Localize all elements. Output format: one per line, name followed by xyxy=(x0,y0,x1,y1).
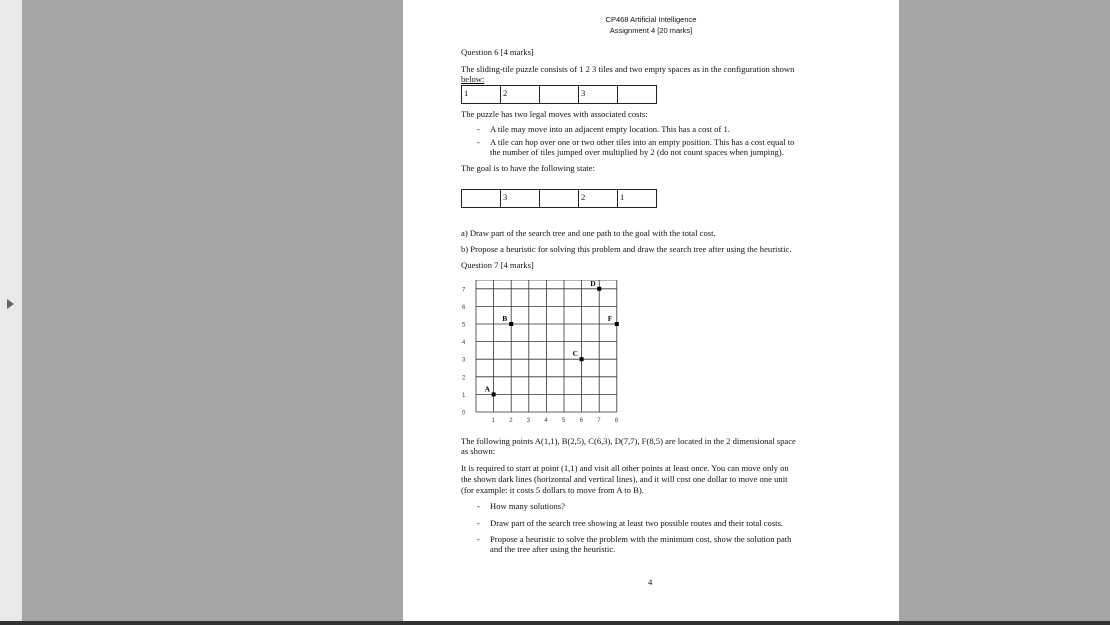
tile-cell: 1 xyxy=(617,189,657,208)
q6-title: Question 6 [4 marks] xyxy=(461,47,534,57)
y-tick-label: 0 xyxy=(462,410,466,417)
x-tick-label: 6 xyxy=(579,418,583,424)
q7-bullet3-line1: Propose a heuristic to solve the problem with the minimum cost, show the solution path xyxy=(490,534,792,544)
y-tick-label: 7 xyxy=(462,287,466,294)
q7-text1-line2: as shown: xyxy=(461,446,496,456)
q7-text2-line2: the shown dark lines (horizontal and vertical lines), and it will cost one dollar to move one unit xyxy=(461,474,788,484)
y-tick-label: 1 xyxy=(462,392,466,399)
tile-cell: 1 xyxy=(461,85,501,104)
point-marker xyxy=(580,357,584,361)
bullet-dash: - xyxy=(477,137,480,147)
q6-intro-line2: below: xyxy=(461,74,485,84)
q7-title: Question 7 [4 marks] xyxy=(461,260,534,270)
q6-part-b: b) Propose a heuristic for solving this problem and draw the search tree after using the heuristic. xyxy=(461,244,792,254)
q7-text2-line1: It is required to start at point (1,1) and visit all other points at least once. You can move only on xyxy=(461,463,789,473)
point-marker xyxy=(615,322,619,326)
x-tick-label: 3 xyxy=(526,418,531,424)
x-tick-label: 1 xyxy=(491,418,495,424)
point-marker xyxy=(492,392,496,396)
goal-configuration xyxy=(461,189,656,208)
x-tick-label: 2 xyxy=(509,418,513,424)
q6-move1: A tile may move into an adjacent empty location. This has a cost of 1. xyxy=(490,124,730,134)
bullet-dash: - xyxy=(477,534,480,544)
x-tick-label: 8 xyxy=(614,418,619,424)
page-number: 4 xyxy=(648,577,653,587)
start-configuration xyxy=(461,85,656,104)
point-label: A xyxy=(484,384,491,394)
q7-text2-line3: (for example: it costs 5 dollars to move from A to B). xyxy=(461,485,644,495)
point-marker xyxy=(597,287,601,291)
x-tick-label: 7 xyxy=(597,418,601,424)
bottom-bar xyxy=(0,621,1110,625)
y-tick-label: 4 xyxy=(462,340,466,347)
left-panel xyxy=(0,0,22,625)
tile-cell: 3 xyxy=(500,189,540,208)
assignment-title: Assignment 4 [20 marks] xyxy=(609,26,693,35)
q6-goal-intro: The goal is to have the following state: xyxy=(461,163,595,173)
y-tick-label: 6 xyxy=(462,304,466,311)
q6-moves-intro: The puzzle has two legal moves with associated costs: xyxy=(461,109,648,119)
bullet-dash: - xyxy=(477,501,480,511)
q7-text1-line1: The following points A(1,1), B(2,5), C(6,3), D(7,7), F(8,5) are located in the 2 dimensional space xyxy=(461,436,796,446)
y-tick-label: 2 xyxy=(462,375,466,382)
q6-intro-line1: The sliding-tile puzzle consists of 1 2 3 tiles and two empty spaces as in the configuration shown xyxy=(461,64,795,74)
q6-move2-line2: the number of tiles jumped over multiplied by 2 (do not count spaces when jumping). xyxy=(490,147,784,157)
x-tick-label: 4 xyxy=(544,418,548,424)
q6-part-a: a) Draw part of the search tree and one path to the goal with the total cost. xyxy=(461,228,716,238)
bullet-dash: - xyxy=(477,518,480,528)
point-label: F xyxy=(607,314,613,323)
tile-cell: 3 xyxy=(578,85,618,104)
q7-bullet1: How many solutions? xyxy=(490,501,565,511)
q6-move2-line1: A tile can hop over one or two other tiles into an empty position. This has a cost equal to xyxy=(490,137,795,147)
x-tick-label: 5 xyxy=(562,418,566,424)
y-tick-label: 3 xyxy=(462,357,466,364)
q7-bullet3-line2: and the tree after using the heuristic. xyxy=(490,544,616,554)
bullet-dash: - xyxy=(477,124,480,134)
y-tick-label: 5 xyxy=(462,322,466,329)
q7-bullet2: Draw part of the search tree showing at least two possible routes and their total costs. xyxy=(490,518,784,528)
tile-cell xyxy=(539,189,579,208)
expand-arrow-icon[interactable] xyxy=(7,299,14,309)
tile-cell xyxy=(539,85,579,104)
tile-cell xyxy=(461,189,501,208)
point-label: D xyxy=(590,280,596,288)
coordinate-grid xyxy=(455,280,625,425)
tile-cell: 2 xyxy=(500,85,540,104)
course-title: CP468 Artificial Intelligence xyxy=(605,15,697,24)
tile-cell: 2 xyxy=(578,189,618,208)
point-label: B xyxy=(502,314,508,323)
point-label: C xyxy=(572,349,579,359)
point-marker xyxy=(509,322,513,326)
tile-cell xyxy=(617,85,657,104)
